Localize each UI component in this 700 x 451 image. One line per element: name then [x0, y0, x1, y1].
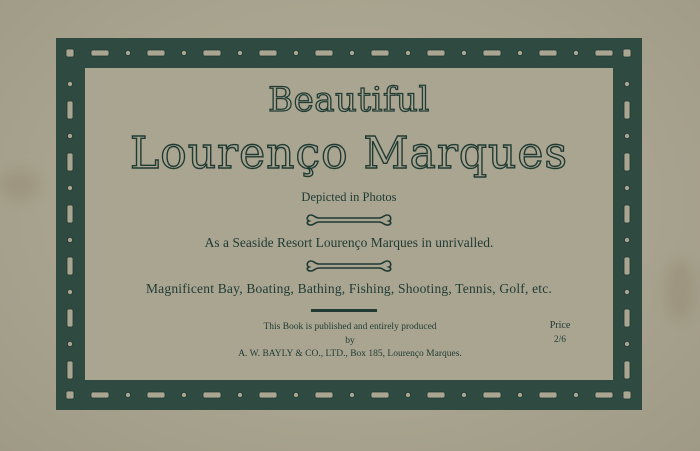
- bone-ornament-bottom: [305, 258, 393, 274]
- imprint-line-2: by: [345, 336, 355, 346]
- tagline: As a Seaside Resort Lourenço Marques in unrivalled.: [204, 235, 494, 250]
- title-line-2: Lourenço Marques: [129, 128, 569, 179]
- activities-line: Magnificent Bay, Boating, Bathing, Fishing, Shooting, Tennis, Golf, etc.: [145, 281, 553, 296]
- price-label: Price: [549, 320, 571, 331]
- imprint-line-1: This Book is published and entirely produced: [263, 322, 437, 332]
- title-line-1: Beautiful: [268, 80, 430, 120]
- divider-rule: [311, 309, 377, 312]
- imprint-line-3: A. W. BAYLY & CO., LTD., Box 185, Lourenço Marques.: [238, 349, 462, 359]
- price-value: 2/6: [553, 335, 567, 345]
- subtitle: Depicted in Photos: [301, 190, 397, 204]
- bone-ornament-top: [305, 212, 393, 228]
